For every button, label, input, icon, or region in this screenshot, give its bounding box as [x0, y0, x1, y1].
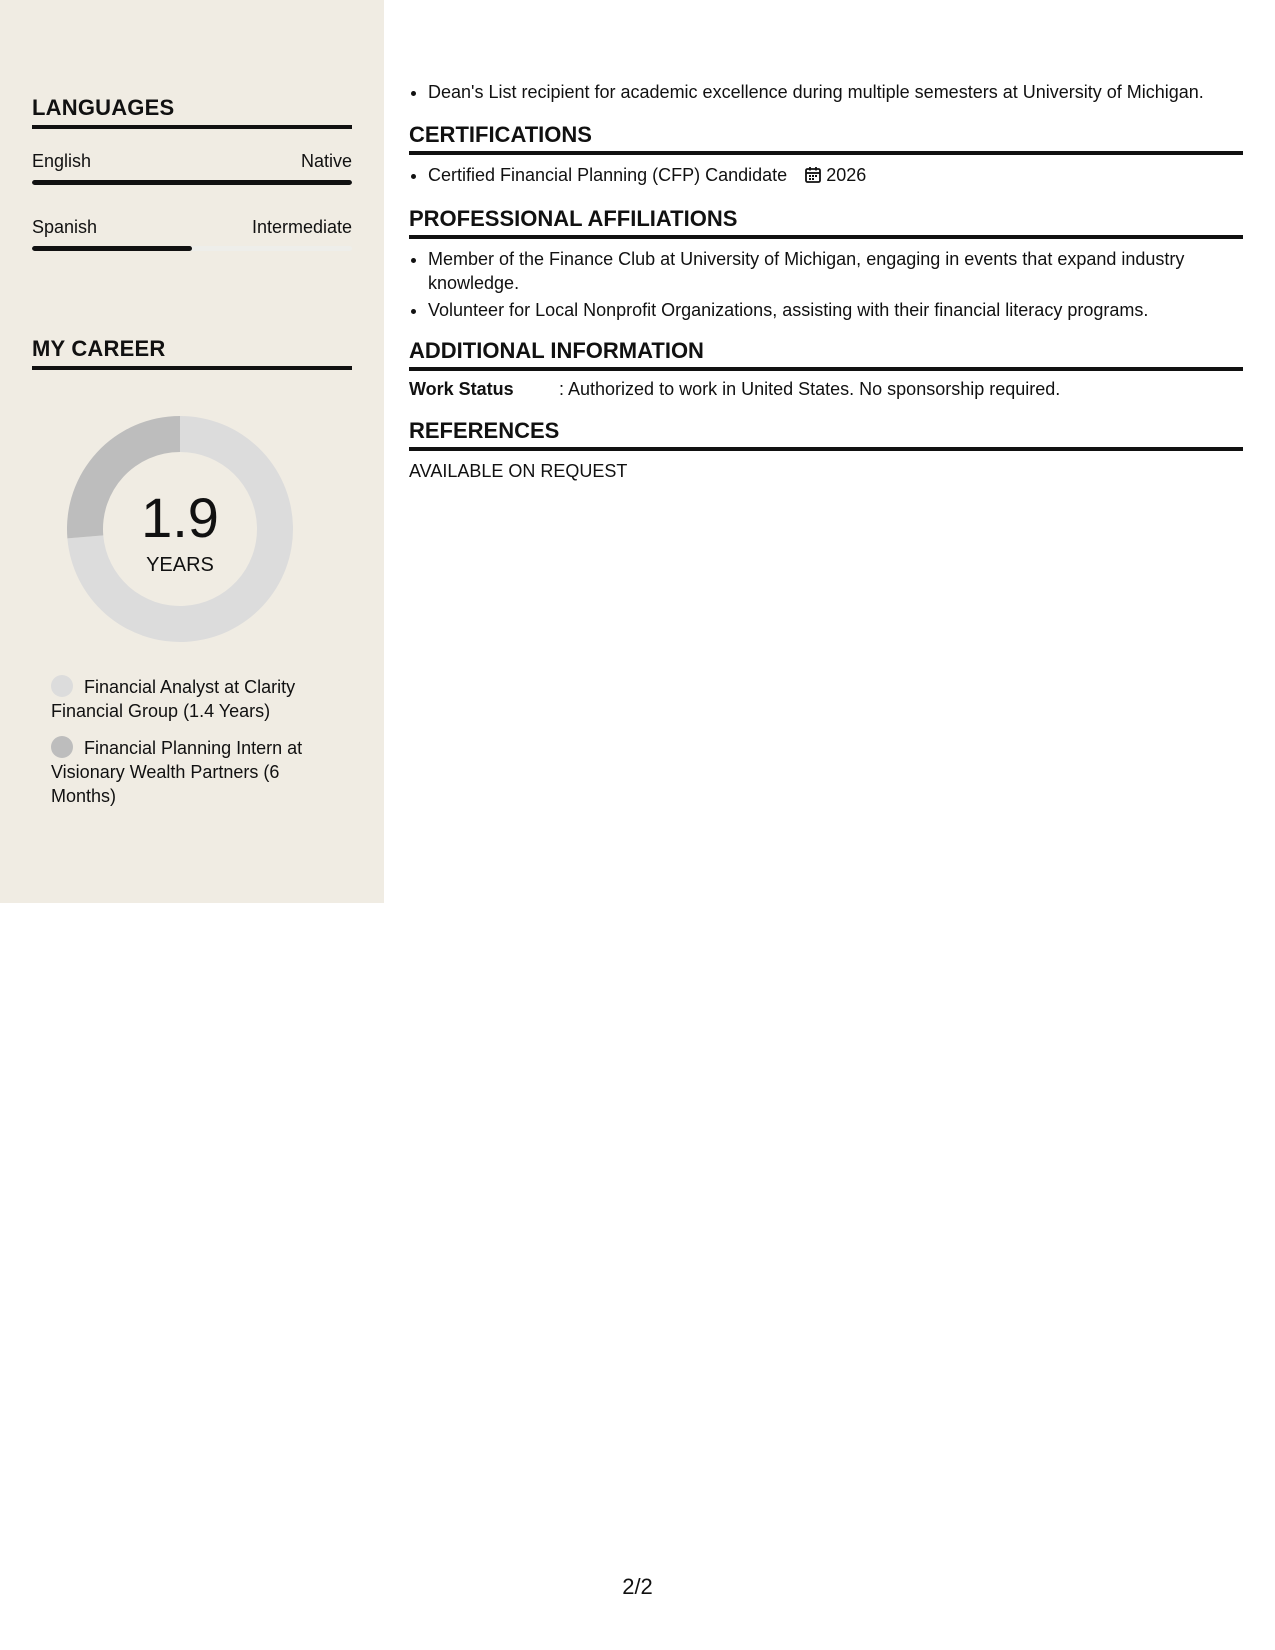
- language-item-spanish: [32, 217, 352, 238]
- legend-item: [51, 675, 321, 723]
- education-bullets: [409, 80, 1243, 104]
- legend-label: Financial Planning Intern at Visionary Wealth Partners (6 Months): [51, 738, 303, 806]
- page-number: 2/2: [622, 1574, 653, 1599]
- affiliations-heading: PROFESSIONAL AFFILIATIONS: [409, 206, 1243, 239]
- certification-year: 2026: [826, 165, 867, 185]
- career-heading: MY CAREER: [32, 336, 352, 370]
- references-heading: REFERENCES: [409, 418, 1243, 451]
- language-level: Intermediate: [251, 217, 352, 237]
- certifications-section: [409, 122, 1243, 190]
- language-proficiency-fill: [32, 180, 352, 185]
- language-name: English: [32, 151, 92, 171]
- languages-section: [32, 95, 352, 251]
- career-total: [62, 411, 298, 647]
- additional-info-section: [409, 338, 1243, 400]
- career-donut-chart: [62, 411, 298, 647]
- legend-dot: [51, 675, 73, 697]
- certifications-list: [409, 163, 1243, 190]
- language-proficiency-bar: [32, 180, 352, 185]
- legend-item: [51, 736, 321, 808]
- certification-item: [428, 163, 1243, 190]
- legend-dot: [51, 736, 73, 758]
- certifications-heading: CERTIFICATIONS: [409, 122, 1243, 155]
- affiliations-list: [409, 247, 1243, 322]
- legend-label: Financial Analyst at Clarity Financial Group (1.4 Years): [51, 677, 296, 721]
- bullet-item: • Dean's List recipient for academic excellence during multiple semesters at University of Michigan.: [428, 80, 1243, 104]
- affiliation-item: • Member of the Finance Club at University of Michigan, engaging in events that expand industry knowledge.: [428, 247, 1243, 295]
- certification-name: Certified Financial Planning (CFP) Candidate: [428, 165, 788, 185]
- languages-heading: LANGUAGES: [32, 95, 352, 129]
- calendar-icon: [804, 166, 822, 190]
- work-status-value: : Authorized to work in United States. No sponsorship required.: [559, 379, 1061, 399]
- career-section: [32, 336, 352, 370]
- language-item-english: [32, 151, 352, 172]
- affiliation-item: • Volunteer for Local Nonprofit Organizations, assisting with their financial literacy programs.: [428, 298, 1243, 322]
- references-section: [409, 418, 1243, 482]
- language-level: Native: [300, 151, 352, 171]
- work-status-row: [409, 379, 1243, 400]
- sidebar: [0, 0, 384, 903]
- work-status-label: Work Status: [409, 379, 514, 399]
- references-text: AVAILABLE ON REQUEST: [409, 461, 628, 481]
- language-name: Spanish: [32, 217, 98, 237]
- language-proficiency-fill: [32, 246, 192, 251]
- additional-info-heading: ADDITIONAL INFORMATION: [409, 338, 1243, 371]
- career-legend: [51, 675, 321, 821]
- main-content: [409, 80, 1243, 482]
- career-total-value: 1.9: [141, 485, 219, 549]
- language-proficiency-bar: [32, 246, 352, 251]
- career-total-unit: YEARS: [146, 553, 214, 576]
- affiliations-section: [409, 206, 1243, 322]
